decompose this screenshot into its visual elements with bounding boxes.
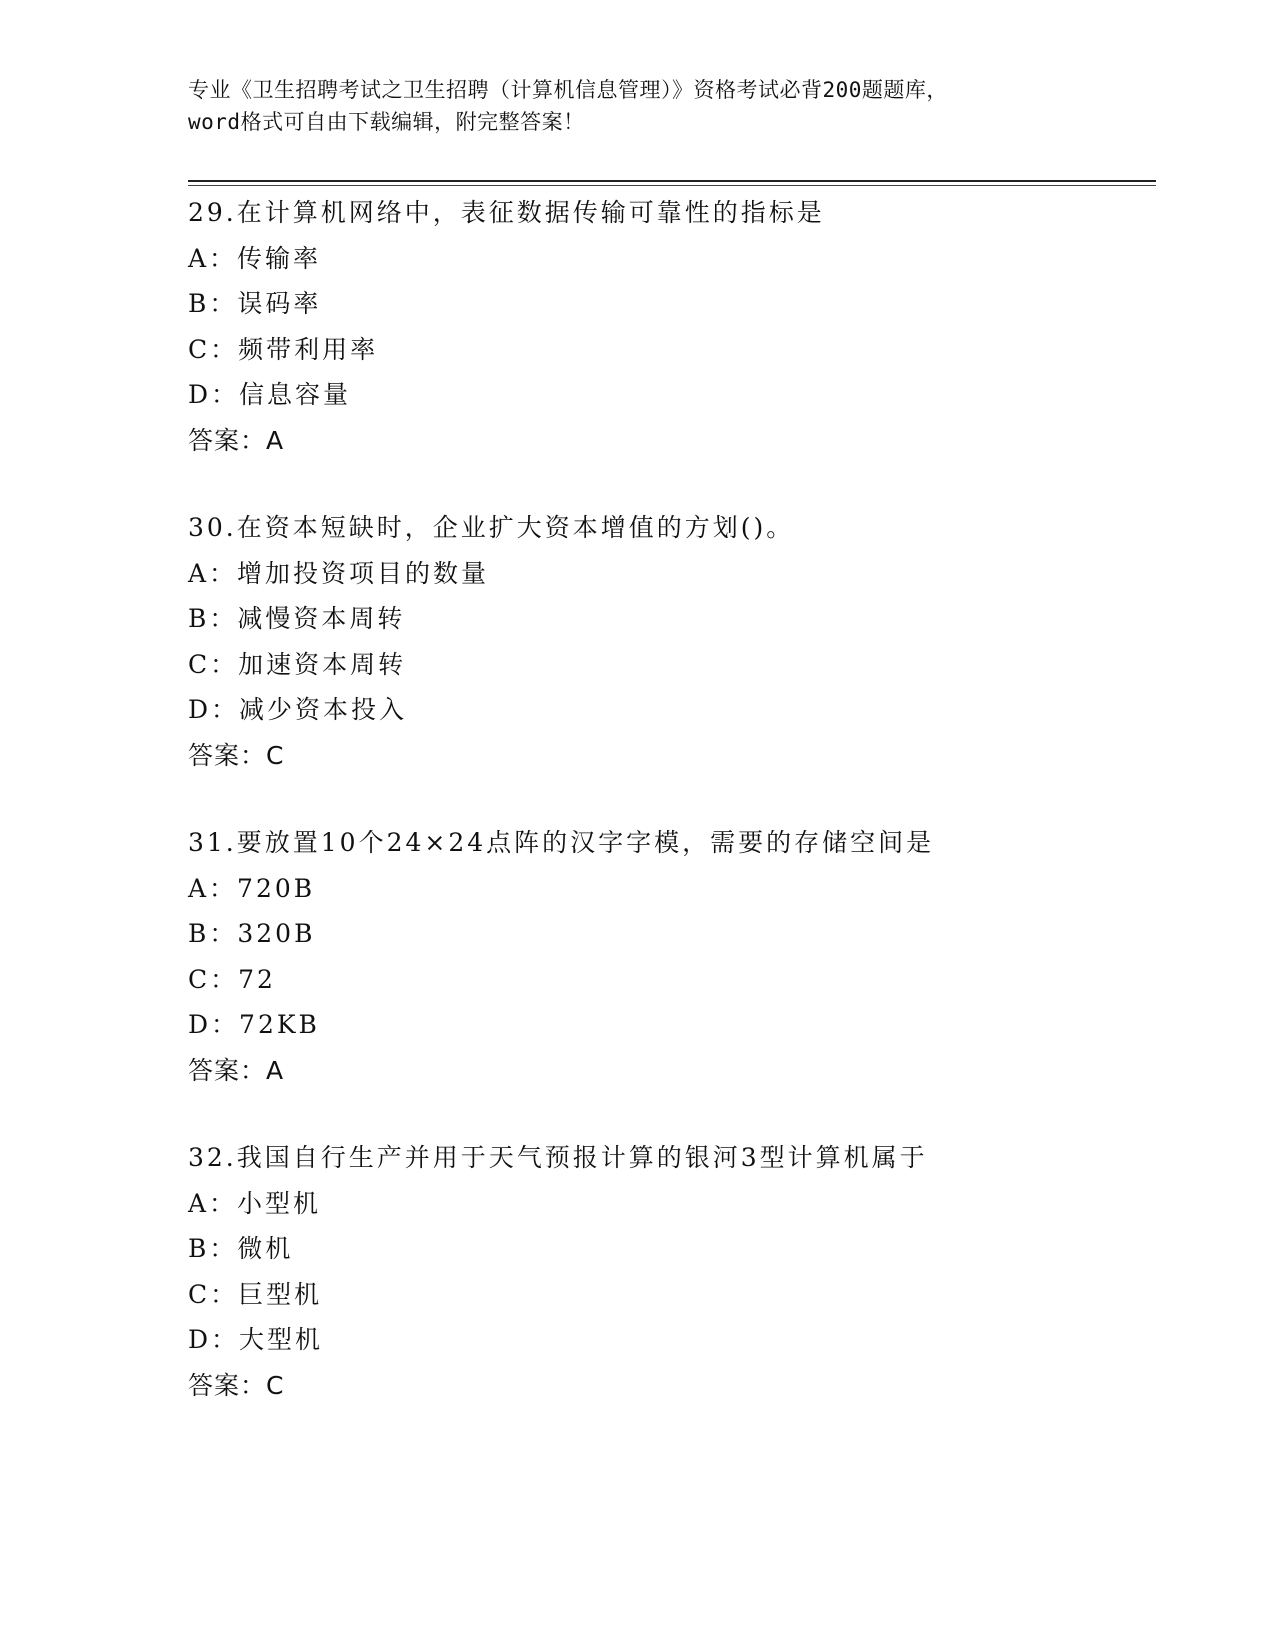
option-c: C：加速资本周转	[188, 649, 407, 679]
answer-line: 答案：A	[188, 425, 285, 455]
question-29	[188, 190, 1148, 463]
header-divider-thick	[188, 180, 1156, 182]
option-a: A：小型机	[188, 1188, 322, 1218]
answer-line: 答案：C	[188, 740, 285, 770]
option-c: C：频带利用率	[188, 334, 379, 364]
option-b: B：误码率	[188, 289, 322, 318]
header-title-line-2: word格式可自由下载编辑，附完整答案！	[188, 110, 585, 134]
option-a: A：传输率	[188, 243, 322, 273]
header-divider-thin	[188, 185, 1156, 186]
question-stem: 29.在计算机网络中，表征数据传输可靠性的指标是	[188, 198, 825, 227]
option-d: D：大型机	[188, 1325, 324, 1354]
option-a: A：720B	[188, 873, 316, 903]
question-stem: 30.在资本短缺时，企业扩大资本增值的方划()。	[188, 513, 795, 542]
question-31	[188, 820, 1148, 1093]
option-b: B：微机	[188, 1234, 294, 1263]
option-b: B：减慢资本周转	[188, 604, 406, 633]
answer-line: 答案：A	[188, 1055, 285, 1085]
question-stem: 31.要放置10个24×24点阵的汉字字模，需要的存储空间是	[188, 828, 935, 857]
option-b: B：320B	[188, 919, 316, 948]
option-d: D：减少资本投入	[188, 695, 408, 724]
option-d: D：72KB	[188, 1010, 320, 1039]
answer-line: 答案：C	[188, 1370, 285, 1400]
question-stem: 32.我国自行生产并用于天气预报计算的银河3型计算机属于	[188, 1143, 928, 1172]
option-a: A：增加投资项目的数量	[188, 558, 490, 588]
question-list	[188, 190, 1148, 1450]
header-title-line-1: 专业《卫生招聘考试之卫生招聘（计算机信息管理）》资格考试必背200题题库，	[188, 78, 948, 102]
document-header	[188, 74, 1088, 138]
question-30	[188, 505, 1148, 778]
option-d: D：信息容量	[188, 380, 352, 409]
option-c: C：72	[188, 964, 276, 994]
question-32	[188, 1135, 1148, 1408]
option-c: C：巨型机	[188, 1279, 323, 1309]
